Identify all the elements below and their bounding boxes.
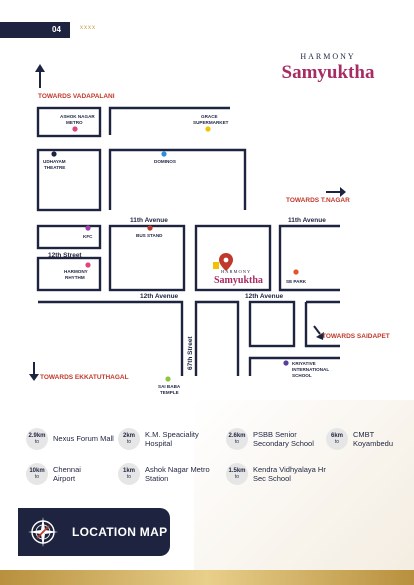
- distance-badge: 2km to: [118, 428, 140, 450]
- label-ashok-metro-1: ASHOK NAGAR: [60, 114, 95, 119]
- label-towards-tnagar: TOWARDS T.NAGAR: [286, 197, 350, 204]
- project-site: [213, 253, 263, 286]
- marker-bus-stand: [147, 225, 152, 230]
- label-ashok-metro-2: METRO: [66, 120, 83, 125]
- marker-kriyative: [283, 360, 288, 365]
- marker-ashok-metro: [72, 126, 77, 131]
- label-kriyative-3: SCHOOL: [292, 373, 312, 378]
- road-11th-avenue-left: 11th Avenue: [130, 217, 168, 224]
- site-label-2: Samyuktha: [214, 275, 263, 286]
- distance-place: PSBB Senior Secondary School: [253, 429, 314, 448]
- block-4: [110, 150, 245, 210]
- label-udhayam-1: UDHAYAM: [43, 159, 66, 164]
- road-12th-avenue-left: 12th Avenue: [140, 293, 179, 300]
- label-harmony-rhythm-2: RHYTHM: [65, 275, 85, 280]
- distance-place: Nexus Forum Mall: [53, 434, 114, 444]
- label-grace-1: GRACE: [201, 114, 218, 119]
- distance-place: CMBT Koyambedu: [353, 429, 394, 448]
- brand-line1: HARMONY: [300, 52, 356, 61]
- marker-grace: [205, 126, 210, 131]
- distance-item: [326, 428, 397, 450]
- site-flag-icon: [213, 262, 219, 269]
- label-kriyative-2: INTERNATIONAL: [292, 367, 330, 372]
- arrow-se-line: [314, 326, 320, 334]
- distance-item: [118, 428, 211, 450]
- label-towards-ekkatuthagal: TOWARDS EKKATUTHAGAL: [40, 374, 129, 381]
- landmark-markers: [51, 126, 298, 381]
- block-6: [38, 258, 100, 290]
- label-dominos: DOMINOS: [154, 159, 176, 164]
- block-11: [196, 302, 238, 376]
- marker-kfc: [85, 225, 90, 230]
- distance-item: [26, 463, 93, 485]
- road-12th-avenue-right: 12th Avenue: [245, 293, 284, 300]
- distance-place: K.M. Speaciality Hospital: [145, 429, 199, 448]
- arrow-south-icon: [29, 374, 39, 381]
- label-towards-saidapet: TOWARDS SAIDAPET: [322, 333, 390, 340]
- distance-item: [226, 428, 331, 450]
- distance-place: Ashok Nagar Metro Station: [145, 464, 210, 483]
- arrow-north-icon: [35, 64, 45, 72]
- distance-item: [226, 463, 333, 485]
- accent-dots: xxxx: [80, 25, 96, 31]
- distance-badge: 6km to: [326, 428, 348, 450]
- site-label-1: HARMONY: [221, 269, 252, 274]
- brand-line2: Samyuktha: [281, 62, 375, 83]
- label-kfc: KFC: [83, 234, 93, 239]
- label-udhayam-2: THEATRE: [44, 165, 66, 170]
- location-pin-hole: [224, 258, 229, 263]
- label-harmony-rhythm-1: HARMONY: [64, 269, 88, 274]
- block-10: [38, 302, 182, 376]
- distance-badge: 1.5km to: [226, 463, 248, 485]
- arrow-east-icon: [340, 187, 346, 197]
- road-67th-street: 67th Street: [187, 336, 194, 370]
- marker-sai-baba: [165, 376, 170, 381]
- location-map: [0, 40, 414, 440]
- label-kriyative-1: KRIYATIVE: [292, 361, 316, 366]
- distance-badge: 2.9km to: [26, 428, 48, 450]
- gold-band: [0, 570, 414, 585]
- road-blocks: [38, 108, 340, 376]
- distance-badge: 10km to: [26, 463, 48, 485]
- map-svg: [0, 40, 414, 440]
- distance-place: Kendra Vidhyalaya Hr Sec School: [253, 464, 326, 483]
- distance-item: [26, 428, 114, 450]
- marker-udhayam: [51, 151, 56, 156]
- marker-se-park: [293, 269, 298, 274]
- marker-harmony-rhythm: [85, 262, 90, 267]
- label-sai-baba-1: SAI BABA: [158, 384, 181, 389]
- label-grace-2: SUPERMARKET: [193, 120, 229, 125]
- label-sai-baba-2: TEMPLE: [160, 390, 179, 395]
- road-11th-avenue-right: 11th Avenue: [288, 217, 326, 224]
- label-towards-vadapalani: TOWARDS VADAPALANI: [38, 93, 115, 100]
- compass-icon: [26, 515, 60, 549]
- marker-dominos: [161, 151, 166, 156]
- label-bus-stand: BUS STAND: [136, 233, 163, 238]
- distance-badge: 2.6km to: [226, 428, 248, 450]
- footer-background: [194, 400, 414, 570]
- label-se-park: SE PARK: [286, 279, 307, 284]
- location-map-banner: [18, 508, 170, 556]
- distance-badge: 1km to: [118, 463, 140, 485]
- road-12th-street: 12th Street: [48, 252, 82, 259]
- distance-place: Chennai Airport: [53, 464, 81, 483]
- location-map-title: LOCATION MAP: [72, 525, 168, 539]
- distance-item: [118, 463, 211, 485]
- page-number: 04: [52, 25, 61, 34]
- block-12: [250, 302, 294, 346]
